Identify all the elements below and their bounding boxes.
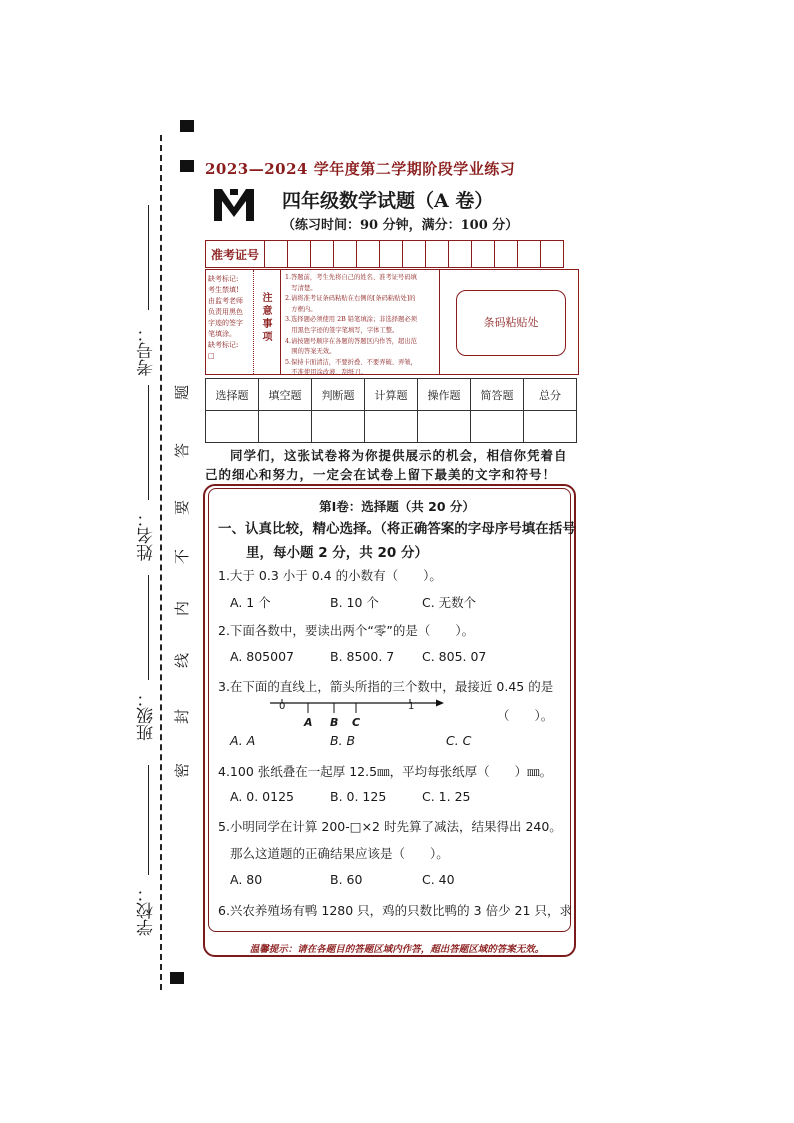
option-c[interactable]: C. 40	[422, 872, 455, 887]
seal-char: 答	[173, 442, 192, 459]
option-c[interactable]: C. 无数个	[422, 595, 477, 610]
exam-meta: （练习时间：90 分钟，满分：100 分）	[282, 218, 519, 233]
name-write-line	[148, 205, 149, 310]
exam-id-cell[interactable]	[449, 241, 472, 268]
score-cell[interactable]	[312, 411, 365, 443]
warm-reminder: 温馨提示：请在各题目的答题区域内作答，超出答题区域的答案无效。	[249, 944, 545, 955]
exam-id-grid	[205, 240, 564, 268]
seal-char: 线	[173, 652, 192, 669]
option-b[interactable]: B. 60	[330, 872, 363, 887]
option-b[interactable]: B. B	[330, 733, 356, 748]
question-stem: 4.100 张纸叠在一起厚 12.5㎜，平均每张纸厚（ ）㎜。	[218, 764, 553, 779]
exam-id-cell[interactable]	[403, 241, 426, 268]
school-logo-icon	[210, 185, 258, 225]
option-b[interactable]: B. 10 个	[330, 595, 379, 610]
alignment-marker-top	[180, 120, 194, 132]
notice-heading: 注 意 事 项	[255, 270, 281, 374]
score-cell[interactable]	[524, 411, 577, 443]
question-stem: 6.兴农养殖场有鸭 1280 只，鸡的只数比鸭的 3 倍少 21 只，求	[218, 903, 572, 918]
exam-id-cell[interactable]	[495, 241, 518, 268]
exam-id-label: 准考证号	[206, 241, 265, 268]
student-name-label: 姓名：	[137, 510, 157, 561]
score-cell[interactable]	[365, 411, 418, 443]
exam-id-cell[interactable]	[518, 241, 541, 268]
absence-marker-note: 缺考标记: 考生禁填! 由监考老师 负责用黑色 字迹的签字 笔填涂。 缺考标记: □	[206, 270, 254, 374]
class-label: 班级：	[137, 690, 157, 741]
option-c[interactable]: C. 1. 25	[422, 789, 471, 804]
question-stem: 那么这道题的正确结果应该是（ ）。	[230, 846, 449, 861]
number-line-label-c: C	[352, 716, 361, 729]
score-header: 操作题	[418, 379, 471, 411]
intro-message: 同学们，这张试卷将为你提供展示的机会，相信你凭着自己的细心和努力，一定会在试卷上留下最美的文字和符号！	[205, 448, 568, 482]
option-a[interactable]: A. 80	[230, 872, 263, 887]
option-a[interactable]: A. 805007	[230, 649, 294, 664]
question-stem: 2.下面各数中，要读出两个“零”的是（ ）。	[218, 623, 475, 638]
exam-id-cell[interactable]	[265, 241, 288, 268]
score-header: 总分	[524, 379, 577, 411]
option-c[interactable]: C. C	[446, 733, 472, 748]
seal-char: 密	[173, 762, 192, 779]
exam-id-cell[interactable]	[472, 241, 495, 268]
section-title: 第Ⅰ卷：选择题（共 20 分）	[319, 499, 475, 514]
alignment-marker-bottom	[170, 972, 184, 984]
score-cell[interactable]	[418, 411, 471, 443]
number-line-label-a: A	[304, 716, 313, 729]
number-line-label-b: B	[330, 716, 339, 729]
option-b[interactable]: B. 8500. 7	[330, 649, 395, 664]
option-c[interactable]: C. 805. 07	[422, 649, 487, 664]
seal-char: 不	[173, 548, 192, 565]
exam-number-label: 考号：	[137, 325, 157, 376]
exam-id-cell[interactable]	[541, 241, 564, 268]
name-write-line	[148, 765, 149, 875]
exam-id-cell[interactable]	[288, 241, 311, 268]
binding-dashed-line	[160, 135, 162, 990]
score-header: 判断题	[312, 379, 365, 411]
option-a[interactable]: A. 1 个	[230, 595, 271, 610]
notice-items: 1.答题前，考生先将自己的姓名、准考证号码填 写清楚。 2.请将准考证条码粘贴在右侧的[条码粘贴处]的 方框内。 3.选择题必须使用 2B 铅笔填涂；非选择题必须 用黑色字迹的签字笔填写，字体工整。 4.请按题号顺序在各题的答题区内作答，超出范 围的答案无效。 5.保持卡面清洁，不要折叠、不要弄破、弄皱， 不准使用涂改液、刮纸刀。	[282, 270, 440, 374]
exam-id-cell[interactable]	[357, 241, 380, 268]
name-write-line	[148, 385, 149, 500]
notice-box	[205, 269, 579, 375]
score-cell[interactable]	[471, 411, 524, 443]
question-stem: 3.在下面的直线上，箭头所指的三个数中，最接近 0.45 的是	[218, 679, 554, 694]
option-a[interactable]: A. A	[230, 733, 256, 748]
absence-checkbox[interactable]: □	[208, 352, 215, 360]
score-header: 填空题	[259, 379, 312, 411]
score-cell[interactable]	[259, 411, 312, 443]
score-cell[interactable]	[206, 411, 259, 443]
seal-char: 题	[173, 384, 192, 401]
exam-id-cell[interactable]	[311, 241, 334, 268]
option-a[interactable]: A. 0. 0125	[230, 789, 294, 804]
question-stem: 5.小明同学在计算 200-□×2 时先算了减法，结果得出 240。	[218, 819, 562, 834]
score-header: 选择题	[206, 379, 259, 411]
seal-char: 封	[173, 708, 192, 725]
option-b[interactable]: B. 0. 125	[330, 789, 387, 804]
seal-char: 要	[173, 499, 192, 516]
name-write-line	[148, 575, 149, 680]
alignment-marker-mid	[180, 160, 194, 172]
school-label: 学校：	[137, 885, 157, 936]
exam-id-cell[interactable]	[380, 241, 403, 268]
exam-id-cell[interactable]	[334, 241, 357, 268]
term-title: 2023—2024 学年度第二学期阶段学业练习	[205, 160, 516, 178]
number-line-one: 1	[408, 701, 415, 712]
section-instruction: 里，每小题 2 分，共 20 分）	[246, 545, 428, 561]
number-line-zero: 0	[279, 701, 286, 712]
exam-title: 四年级数学试题（A 卷）	[282, 190, 494, 212]
section-instruction: 一、认真比较，精心选择。（将正确答案的字母序号填在括号	[218, 521, 576, 537]
exam-id-cell[interactable]	[426, 241, 449, 268]
question-stem: 1.大于 0.3 小于 0.4 的小数有（ ）。	[218, 568, 442, 583]
score-table	[205, 378, 577, 443]
barcode-sticker-area: 条码粘贴处	[456, 290, 566, 356]
score-header: 简答题	[471, 379, 524, 411]
score-header: 计算题	[365, 379, 418, 411]
answer-blank[interactable]: （ ）。	[497, 708, 554, 723]
seal-char: 内	[173, 600, 192, 617]
